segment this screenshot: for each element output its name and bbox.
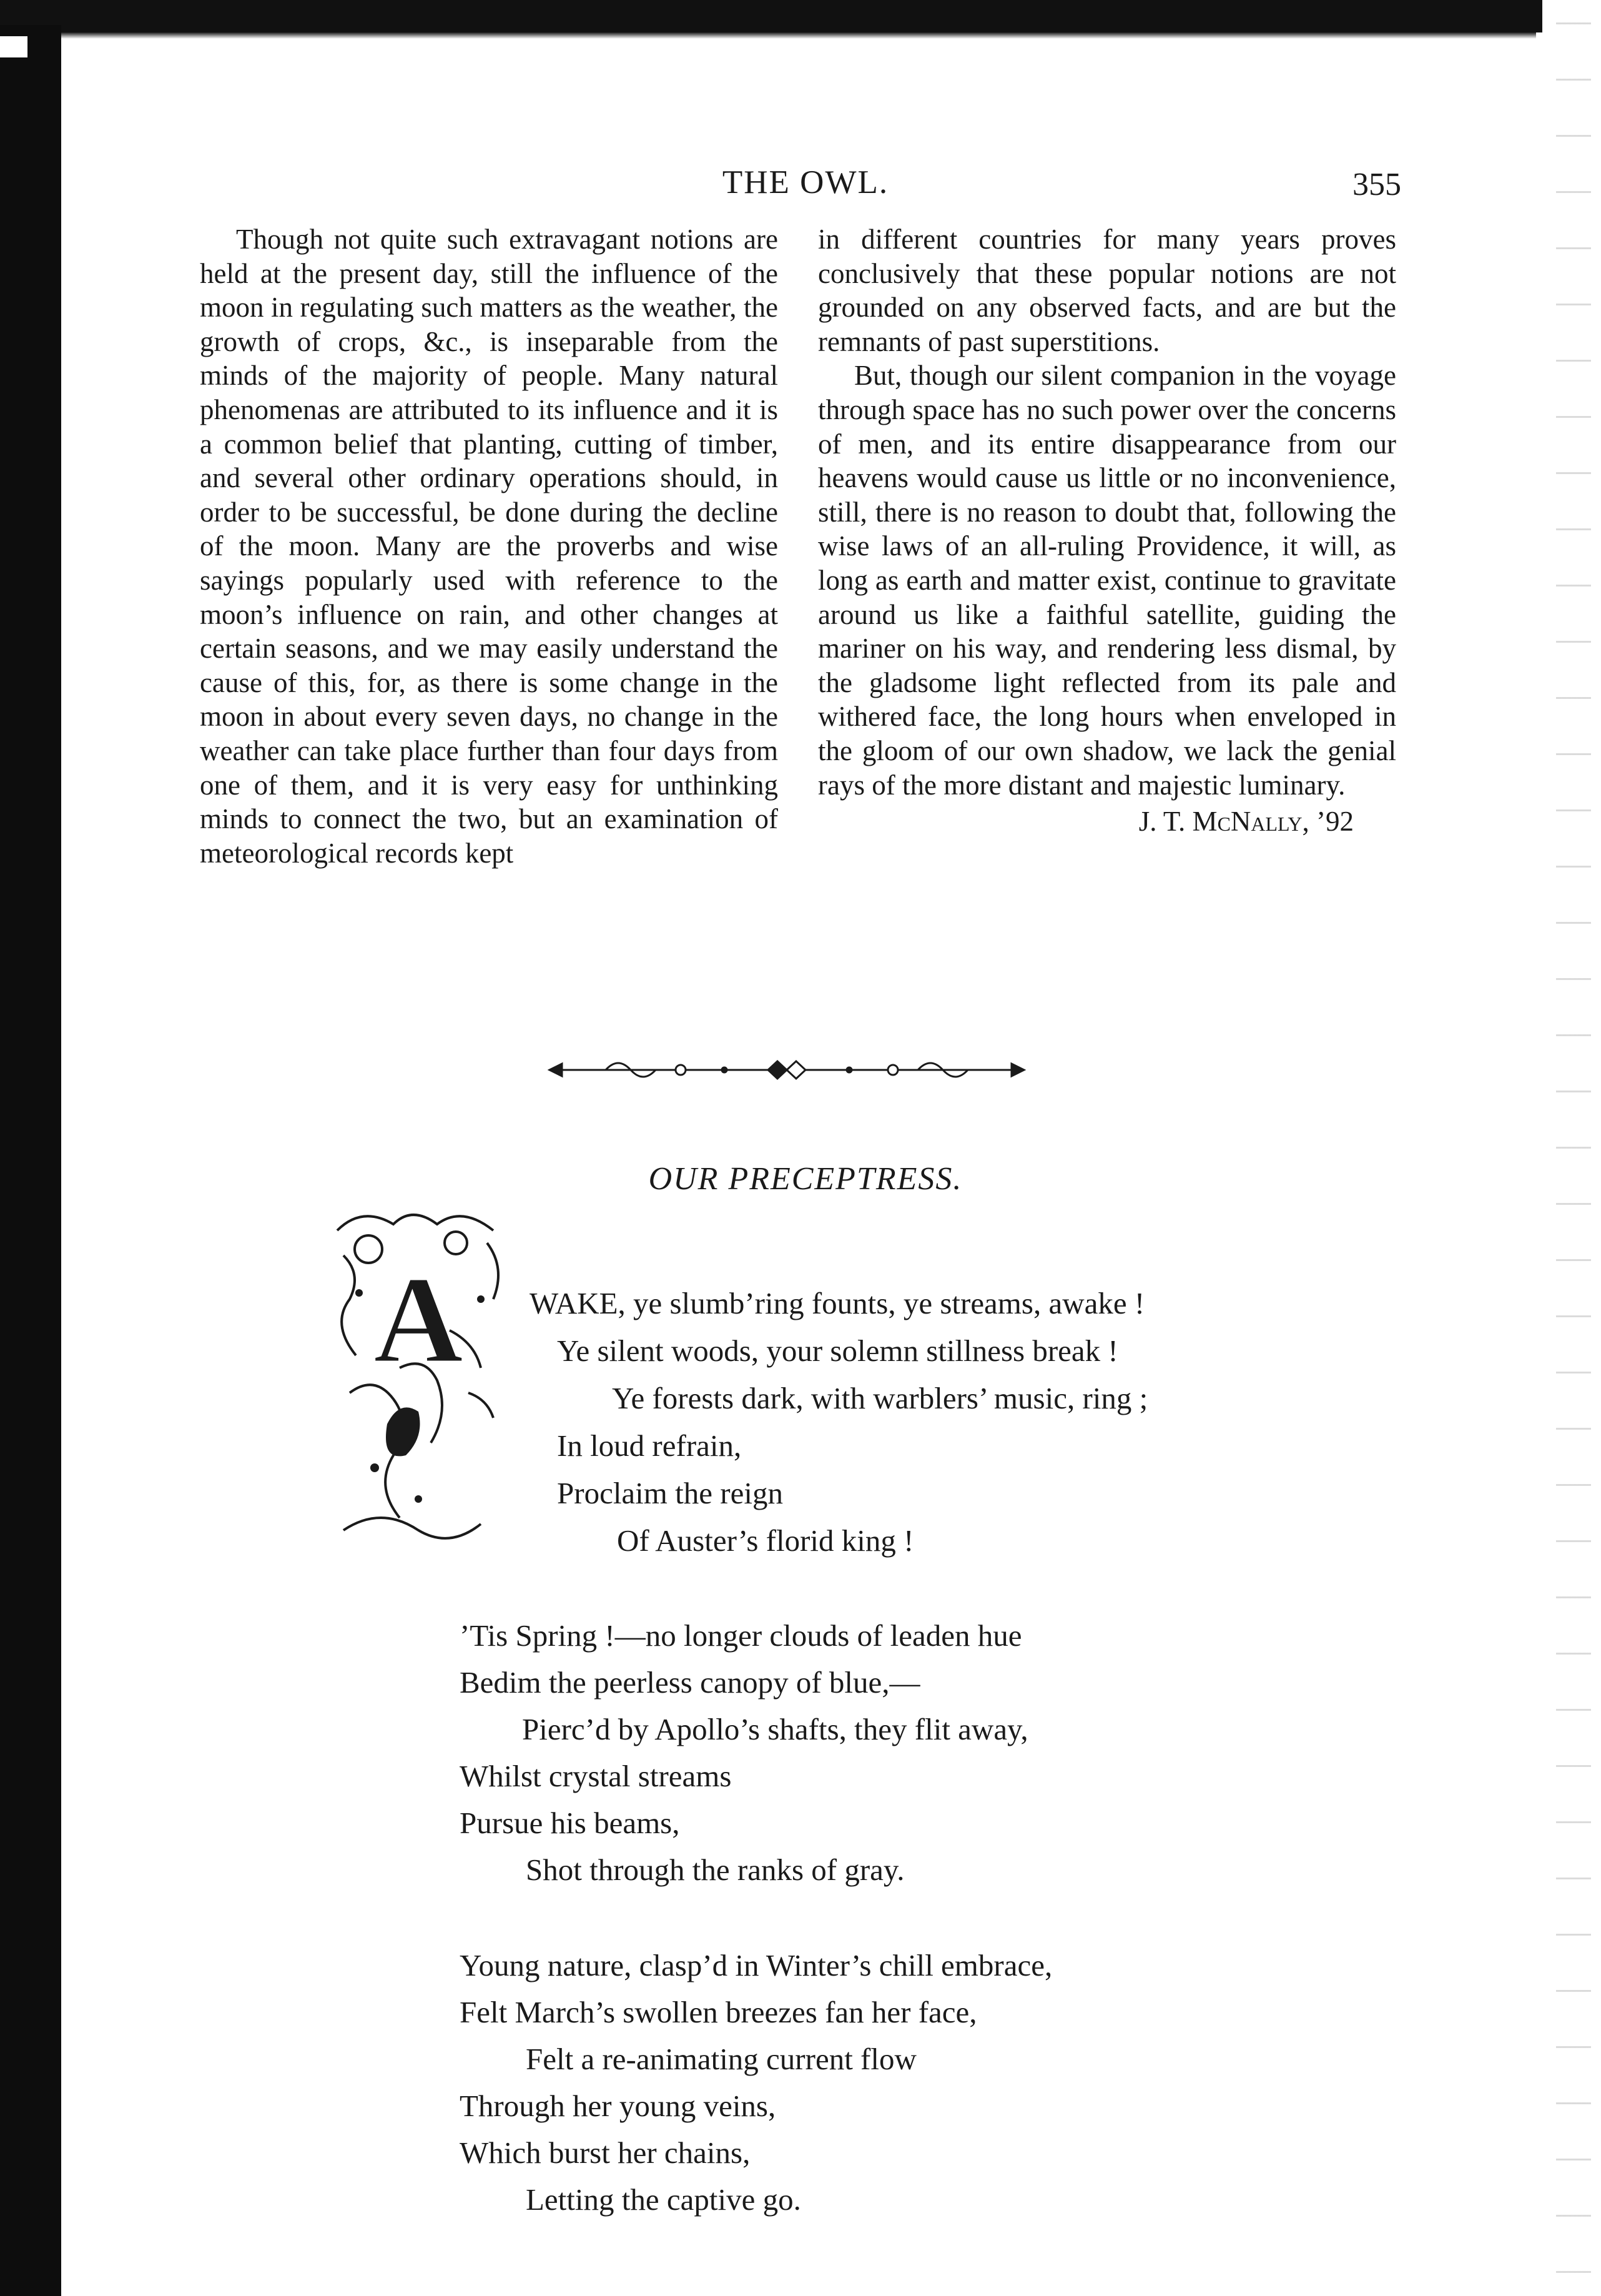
author-signature: J. T. McNally, ’92 [1138,806,1354,838]
poem-line: Through her young veins, [460,2089,776,2123]
poem-line: Young nature, clasp’d in Winter’s chill embrace, [460,1948,1053,1982]
running-head: THE OWL. [722,164,889,200]
page-number: 355 [1352,167,1401,202]
scan-edge-notch [0,36,27,57]
article-right-column [818,222,1396,839]
poem-line: Bedim the peerless canopy of blue,— [460,1665,920,1700]
article-paragraph: Though not quite such extravagant notions are held at the present day, still the influence of the moon in regulating such matters as the weather, the growth of crops, &c., is inseparable from the minds of the majority of people. Many natural phenomenas are attributed to its influence and it is a common belief that planting, cutting of timber, and several other ordinary operations should, in order to be successful, be done during the decline of the moon. Many are the proverbs and wise sayings popularly used with reference to the moon’s influence on rain, and other changes at certain seasons, and we may easily understand the cause of this, for, as there is some change in the moon in about every seven days, no change in the weather can take place further than four days from one of them, and it is very easy for unthinking minds to connect the two, but an examination of meteorological records kept [200,224,778,869]
poem-line: Ye silent woods, your solemn stillness break ! [557,1334,1118,1368]
poem-line: Shot through the ranks of gray. [526,1853,905,1887]
scan-right-margin-specks [1556,0,1591,2296]
decorated-initial-illustration [325,1205,526,1553]
scan-binding-edge [0,25,61,2296]
poem-line: In loud refrain, [557,1428,742,1463]
poem-line: Pierc’d by Apollo’s shafts, they flit away, [522,1712,1028,1746]
poem-line: ’Tis Spring !—no longer clouds of leaden hue [460,1618,1022,1653]
poem-line: Pursue his beams, [460,1806,680,1840]
poem-line: Which burst her chains, [460,2135,751,2170]
scan-top-edge [0,0,1542,32]
poem-line: Ye forests dark, with warblers’ music, ring ; [612,1381,1148,1415]
poem-title: OUR PRECEPTRESS. [648,1161,963,1197]
article-left-column [200,222,778,870]
initial-letter: A [373,1251,464,1389]
poem-line: WAKE, ye slumb’ring founts, ye streams, awake ! [530,1286,1145,1320]
ornamental-divider [537,1056,1037,1084]
scan-top-shadow [0,32,1536,39]
poem-line: Of Auster’s florid king ! [617,1523,914,1558]
article-paragraph: But, though our silent companion in the voyage through space has no such power over the concerns of men, and its entire disappearance from our heavens would cause us little or no inconvenience, still, there is no reason to doubt that, following the wise laws of an all-ruling Providence, it will, as long as earth and matter exist, continue to gravitate around us like a faithful satellite, guiding the mariner on his way, and rendering less dismal, by the gladsome light reflected from its pale and withered face, the long hours when enveloped in the gloom of our own shadow, we lack the genial rays of the more distant and majestic luminary. [818,360,1396,801]
poem-line: Felt March’s swollen breezes fan her face, [460,1995,977,2029]
poem-line: Proclaim the reign [557,1476,783,1510]
poem-line: Letting the captive go. [526,2182,801,2217]
poem-line: Felt a re-animating current flow [526,2042,917,2076]
poem-line: Whilst crystal streams [460,1759,732,1793]
article-paragraph-continued: in different countries for many years proves conclusively that these popular notions are not grounded on any observed facts, and are but the remnants of past superstitions. [818,224,1396,357]
